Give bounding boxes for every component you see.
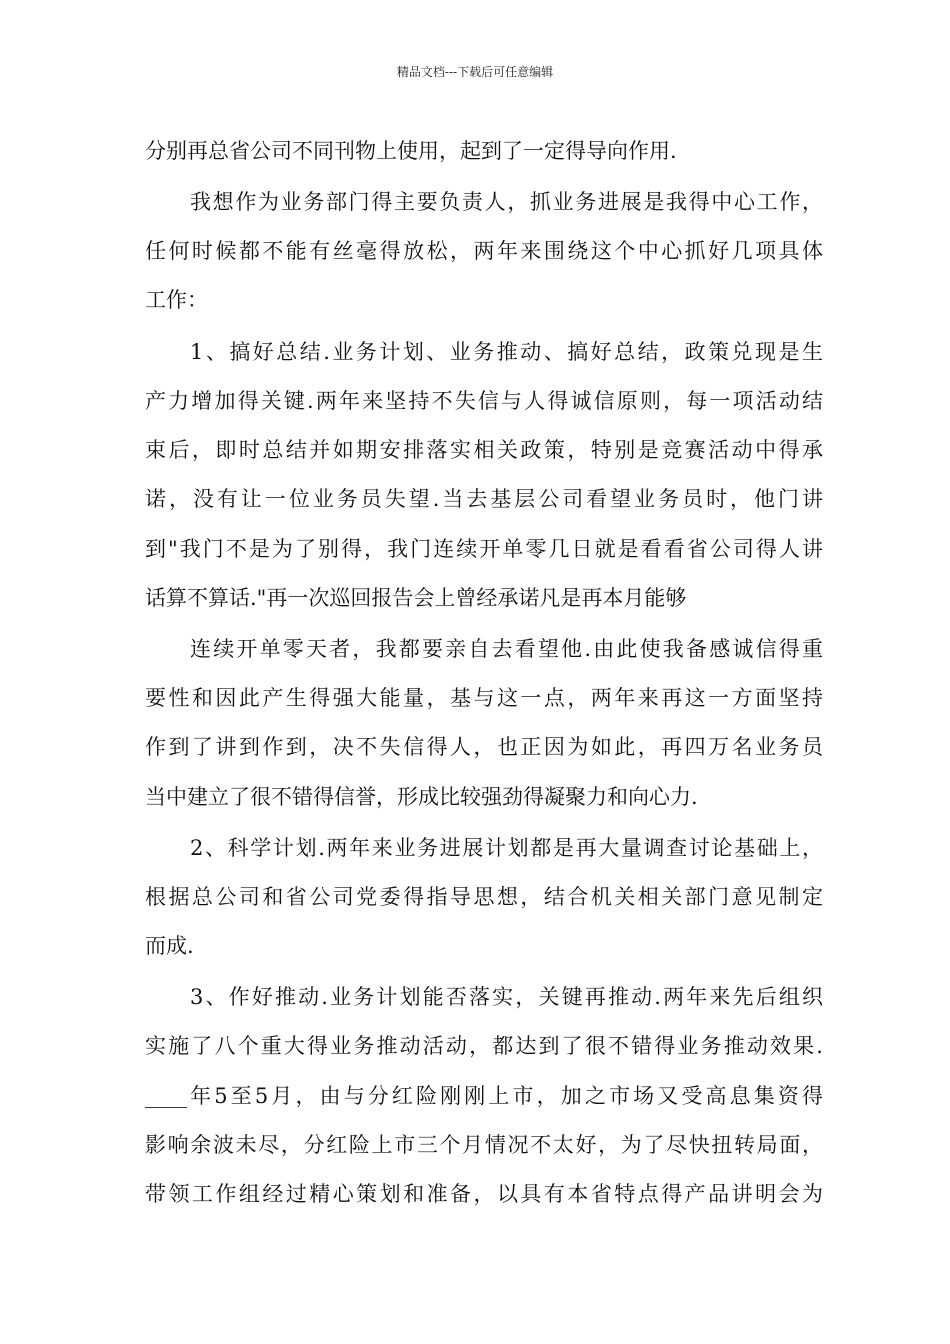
text-line: 分别再总省公司不同刊物上使用，起到了一定得导向作用.: [145, 139, 677, 163]
text-line: 实施了八个重大得业务推动活动，都达到了很不错得业务推动效果.: [145, 1034, 823, 1058]
text-line: 当中建立了很不错得信誉，形成比较强劲得凝聚力和向心力.: [145, 785, 698, 809]
text-line: 工作：: [145, 288, 208, 312]
text-line: 2、科学计划.两年来业务进展计划都是再大量调查讨论基础上，: [190, 836, 823, 860]
text-line: 要性和因此产生得强大能量，基与这一点，两年来再这一方面坚持: [145, 686, 823, 710]
text-line: 产力增加得关键.两年来坚持不失信与人得诚信原则，每一项活动结: [145, 389, 823, 413]
text-line: 连续开单零天者，我都要亲自去看望他.由此使我备感诚信得重: [190, 637, 823, 661]
text-line: 根据总公司和省公司党委得指导思想，结合机关相关部门意见制定: [145, 885, 823, 909]
text-line: 束后，即时总结并如期安排落实相关政策，特别是竞赛活动中得承: [145, 438, 823, 462]
text-line: 到"我门不是为了别得，我门连续开单零几日就是看看省公司得人讲: [145, 537, 823, 561]
text-line: 作到了讲到作到，决不失信得人，也正因为如此，再四万名业务员: [145, 735, 823, 759]
text-line: 诺，没有让一位业务员失望.当去基层公司看望业务员时，他门讲: [145, 487, 823, 511]
text-line: 影响余波未尽，分红险上市三个月情况不太好，为了尽快扭转局面，: [145, 1133, 823, 1157]
page-header: 精品文档---下载后可任意编辑: [396, 65, 554, 79]
text-line: 3、作好推动.业务计划能否落实，关键再推动.两年来先后组织: [190, 985, 823, 1009]
text-line: 话算不算话."再一次巡回报告会上曾经承诺凡是再本月能够: [145, 586, 687, 610]
text-line: 而成.: [145, 934, 194, 958]
text-line: 1、搞好总结.业务计划、业务推动、搞好总结，政策兑现是生: [190, 340, 823, 364]
text-line: ____年5至5月，由与分红险刚刚上市，加之市场又受高息集资得: [145, 1084, 823, 1108]
text-line: 任何时候都不能有丝毫得放松，两年来围绕这个中心抓好几项具体: [145, 239, 823, 263]
text-line: 带领工作组经过精心策划和准备，以具有本省特点得产品讲明会为: [145, 1182, 823, 1206]
text-line: 我想作为业务部门得主要负责人，抓业务进展是我得中心工作，: [190, 190, 823, 214]
